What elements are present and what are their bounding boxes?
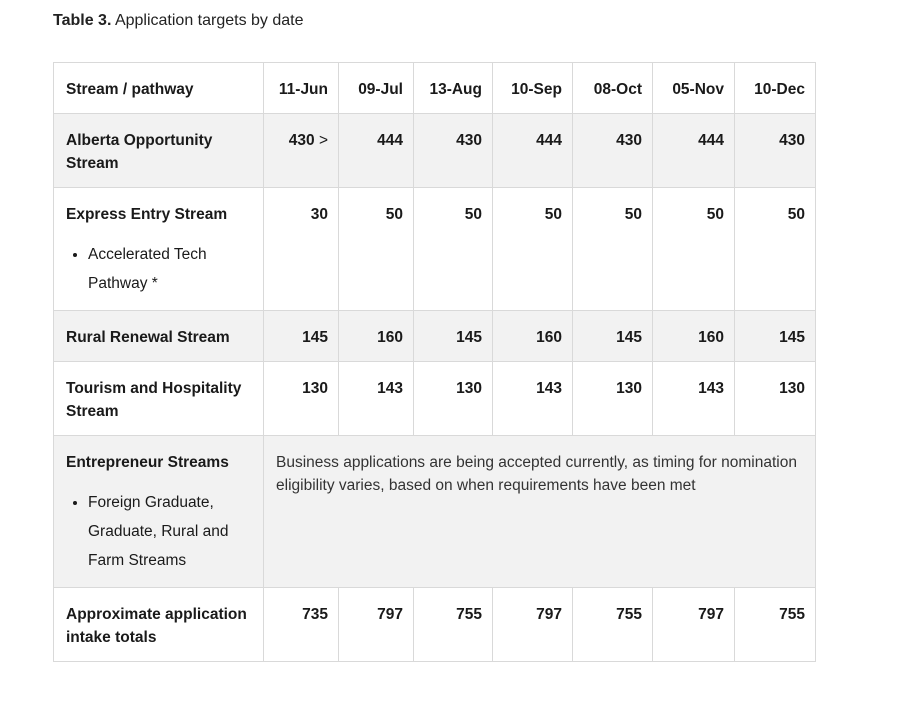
entrepreneur-note-cell <box>264 436 816 588</box>
table-cell: 444 <box>493 114 573 188</box>
table-row <box>54 188 816 311</box>
sub-pathway-list <box>66 488 253 575</box>
header-date: 05-Nov <box>653 63 735 114</box>
table-cell: 130 <box>264 362 339 436</box>
table-cell: 50 <box>573 188 653 311</box>
table-cell: 143 <box>493 362 573 436</box>
table-cell: 430 <box>414 114 493 188</box>
table-cell: 143 <box>339 362 414 436</box>
list-item: • Accelerated Tech Pathway * <box>88 240 253 298</box>
table-cell: 755 <box>735 588 816 662</box>
caption-lead: Table 3. <box>53 12 112 29</box>
table-cell: 797 <box>653 588 735 662</box>
table-row <box>54 311 816 362</box>
table-cell: 430 <box>573 114 653 188</box>
header-date: 10-Sep <box>493 63 573 114</box>
entrepreneur-note: Business applications are being accepted currently, as timing for nomination eligibility varies, based on when requirements have been met <box>276 454 797 494</box>
row-label: Alberta Opportunity Stream <box>54 114 264 188</box>
table-cell: 430 > <box>264 114 339 188</box>
table-cell: 130 <box>573 362 653 436</box>
table-cell: 430 <box>735 114 816 188</box>
table-row <box>54 362 816 436</box>
table-caption <box>53 10 304 32</box>
table-cell: 755 <box>573 588 653 662</box>
header-date: 08-Oct <box>573 63 653 114</box>
header-date: 10-Dec <box>735 63 816 114</box>
list-item: • Foreign Graduate, Graduate, Rural and Farm Streams <box>88 488 253 575</box>
table-cell: 160 <box>653 311 735 362</box>
table-cell: 130 <box>414 362 493 436</box>
greater-than-marker: > <box>314 132 328 149</box>
row-label: Tourism and Hospitality Stream <box>54 362 264 436</box>
table-cell: 143 <box>653 362 735 436</box>
table-cell: 50 <box>493 188 573 311</box>
table-cell: 797 <box>493 588 573 662</box>
row-label: Entrepreneur Streams • Foreign Graduate, Graduate, Rural and Farm Streams <box>54 436 264 588</box>
row-label: Rural Renewal Stream <box>54 311 264 362</box>
table-row <box>54 588 816 662</box>
header-stream-pathway: Stream / pathway <box>54 63 264 114</box>
header-date: 09-Jul <box>339 63 414 114</box>
table-cell: 30 <box>264 188 339 311</box>
table-cell: 735 <box>264 588 339 662</box>
table-cell: 50 <box>735 188 816 311</box>
table-cell: 444 <box>339 114 414 188</box>
table-cell: 145 <box>264 311 339 362</box>
table-cell: 50 <box>339 188 414 311</box>
table-cell: 444 <box>653 114 735 188</box>
header-date: 13-Aug <box>414 63 493 114</box>
table-cell: 160 <box>493 311 573 362</box>
caption-text: Application targets by date <box>111 12 304 29</box>
sub-pathway-list <box>66 240 253 298</box>
table-row <box>54 436 816 588</box>
row-label: Express Entry Stream • Accelerated Tech Pathway * <box>54 188 264 311</box>
table-cell: 797 <box>339 588 414 662</box>
table-row <box>54 114 816 188</box>
table-cell: 145 <box>735 311 816 362</box>
table-cell: 755 <box>414 588 493 662</box>
header-row <box>54 63 816 114</box>
table-cell: 145 <box>414 311 493 362</box>
table-cell: 50 <box>414 188 493 311</box>
row-label: Approximate application intake totals <box>54 588 264 662</box>
table-cell: 160 <box>339 311 414 362</box>
header-date: 11-Jun <box>264 63 339 114</box>
table-cell: 145 <box>573 311 653 362</box>
table-cell: 130 <box>735 362 816 436</box>
application-targets-table <box>53 62 816 662</box>
table-cell: 50 <box>653 188 735 311</box>
